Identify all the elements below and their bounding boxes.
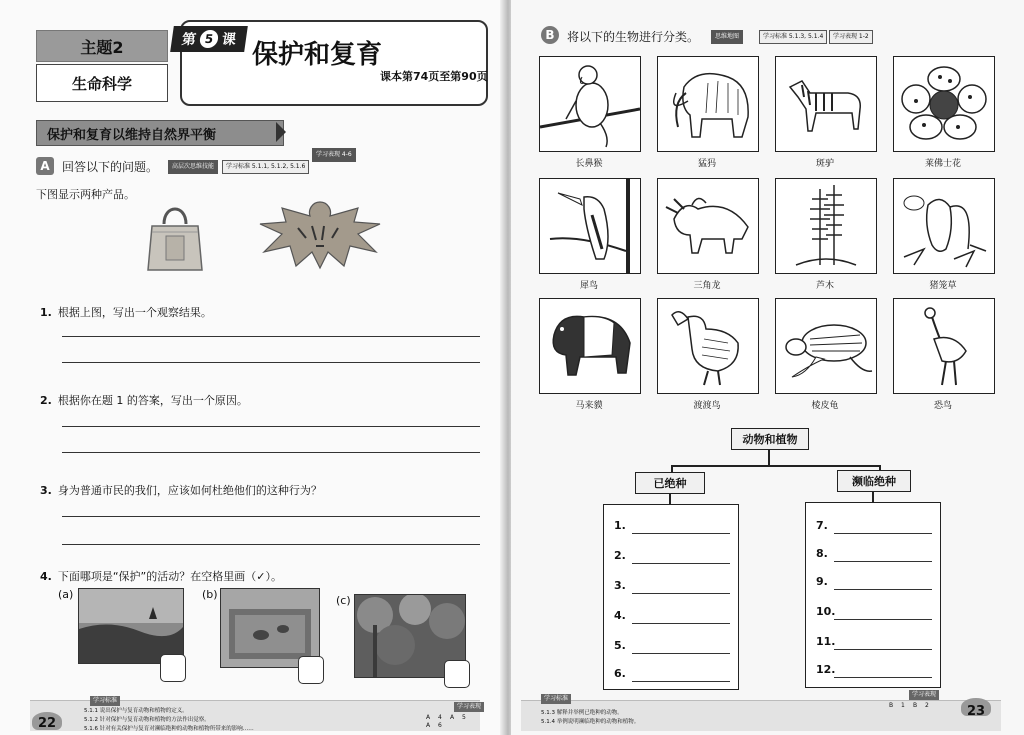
right-page xyxy=(511,0,1024,735)
organism-card-triceratops xyxy=(657,178,759,274)
answer-line-1a[interactable] xyxy=(62,336,480,337)
grid-cell: 5 xyxy=(462,714,466,721)
performance-tag-b: 学习表现 1-2 xyxy=(829,30,873,44)
option-c-label: (c) xyxy=(336,594,351,607)
organism-card-hornbill xyxy=(539,178,641,274)
answer-line[interactable] xyxy=(632,681,730,682)
option-b-checkbox[interactable] xyxy=(298,656,324,684)
organism-name: 渡渡鸟 xyxy=(693,401,721,411)
organism-card-leatherback-turtle xyxy=(775,298,877,394)
option-c-checkbox[interactable] xyxy=(444,660,470,688)
thinking-map-tag: 思维地图 xyxy=(711,30,743,44)
handbag-icon xyxy=(146,200,204,274)
skill-tag: 高层次思维技能 xyxy=(168,160,218,174)
question-3-text: 身为普通市民的我们，应该如何杜绝他们的这种行为？ xyxy=(57,484,322,497)
right-footer-tag: 学习标准 xyxy=(541,694,571,704)
dodo-icon xyxy=(658,299,758,393)
pitcher-plant-icon xyxy=(894,179,994,273)
right-performance-grid xyxy=(889,702,937,710)
organism-name: 犀鸟 xyxy=(579,281,598,291)
organism-name: 棱皮龟 xyxy=(811,401,839,411)
photo-sunset-icon xyxy=(78,588,184,664)
question-4-number: 4. xyxy=(40,570,52,583)
lesson-prefix: 第 xyxy=(180,32,197,48)
grid-cell: 4 xyxy=(438,714,442,721)
performance-tag: 学习表现 4-6 xyxy=(312,148,356,162)
intro-text: 下图显示两种产品。 xyxy=(36,188,135,201)
question-4-text: 下面哪项是“保护”的活动？在空格里画（✓）。 xyxy=(57,570,282,583)
organism-card-mammoth xyxy=(657,56,759,152)
organism-name: 三角龙 xyxy=(693,281,721,291)
organism-card-proboscis-monkey xyxy=(539,56,641,152)
answer-line-2a[interactable] xyxy=(62,426,480,427)
left-footer-line-3: 5.1.6 针对有关保护与复育对濒临绝种的动物和植物所带来的影响…… xyxy=(84,726,254,732)
extinct-list xyxy=(603,504,739,690)
left-footer-line-2: 5.1.2 针对保护与复育动物和植物的方法作出觉察。 xyxy=(84,717,210,723)
list-number: 9. xyxy=(816,575,828,588)
question-1-text: 根据上图，写出一个观察结果。 xyxy=(57,306,212,319)
tree-connector xyxy=(671,465,881,467)
triceratops-icon xyxy=(658,179,758,273)
left-performance-tag: 学习表现 xyxy=(454,702,484,712)
tree-connector xyxy=(768,449,770,465)
organism-name: 长鼻猴 xyxy=(575,159,603,169)
answer-line[interactable] xyxy=(834,649,932,650)
banner-arrow-icon xyxy=(276,122,286,142)
option-b-label: (b) xyxy=(202,588,218,601)
option-a-checkbox[interactable] xyxy=(160,654,186,682)
question-2-text: 根据你在题 1 的答案，写出一个原因。 xyxy=(57,394,248,407)
organism-card-malayan-tapir xyxy=(539,298,641,394)
left-page-number: 22 xyxy=(38,716,57,731)
answer-line[interactable] xyxy=(632,563,730,564)
question-3-number: 3. xyxy=(40,484,52,497)
standard-tag-b: 学习标准 5.1.3, 5.1.4 xyxy=(759,30,827,44)
grid-cell: A xyxy=(450,714,455,721)
answer-line[interactable] xyxy=(834,619,932,620)
grid-cell: 1 xyxy=(901,702,905,709)
standard-tag: 学习标准 5.1.1, 5.1.2, 5.1.6 xyxy=(222,160,309,174)
answer-line[interactable] xyxy=(834,589,932,590)
subject-label: 生命科学 xyxy=(36,64,168,102)
malayan-tapir-icon xyxy=(540,299,640,393)
organism-card-pitcher-plant xyxy=(893,178,995,274)
answer-line[interactable] xyxy=(632,533,730,534)
question-1-number: 1. xyxy=(40,306,52,319)
tree-endangered: 濒临绝种 xyxy=(837,470,911,492)
list-number: 11. xyxy=(816,635,836,648)
section-a-letter: A xyxy=(36,157,54,175)
right-performance-tag: 学习表现 xyxy=(909,690,939,700)
tiger-skin-icon xyxy=(258,198,382,270)
lesson-suffix: 课 xyxy=(220,32,237,48)
organism-card-calamites xyxy=(775,178,877,274)
section-b-letter: B xyxy=(541,26,559,44)
quagga-icon xyxy=(776,57,876,151)
organism-card-rafflesia xyxy=(893,56,995,152)
grid-cell: 2 xyxy=(925,702,929,709)
rafflesia-icon xyxy=(894,57,994,151)
organism-card-dodo xyxy=(657,298,759,394)
list-number: 4. xyxy=(614,609,626,622)
list-number: 5. xyxy=(614,639,626,652)
mammoth-icon xyxy=(658,57,758,151)
answer-line[interactable] xyxy=(632,593,730,594)
list-number: 2. xyxy=(614,549,626,562)
lesson-tag xyxy=(170,26,248,52)
answer-line[interactable] xyxy=(632,623,730,624)
question-3 xyxy=(40,482,322,498)
textbook-reference: 课本第74页至第90页 xyxy=(380,70,488,83)
answer-line-1b[interactable] xyxy=(62,362,480,363)
organism-name: 猛犸 xyxy=(697,159,716,169)
left-performance-grid xyxy=(426,714,474,730)
hornbill-icon xyxy=(540,179,640,273)
right-footer-line-1: 5.1.3 解释并举例已绝种的动物。 xyxy=(541,710,623,716)
left-page xyxy=(0,0,507,735)
question-4 xyxy=(40,568,282,584)
organism-name: 斑驴 xyxy=(815,159,834,169)
right-page-number: 23 xyxy=(967,704,986,719)
left-footer-line-1: 5.1.1 说出保护与复育动物和植物的定义。 xyxy=(84,708,188,714)
list-number: 6. xyxy=(614,667,626,680)
grid-cell: B xyxy=(913,702,918,709)
moa-icon xyxy=(894,299,994,393)
list-number: 1. xyxy=(614,519,626,532)
option-a-label: (a) xyxy=(58,588,74,601)
organism-name: 猪笼草 xyxy=(929,281,957,291)
grid-cell: A xyxy=(426,722,431,729)
lesson-number: 5 xyxy=(199,30,220,48)
tree-root: 动物和植物 xyxy=(731,428,809,450)
organism-name: 马来貘 xyxy=(575,401,603,411)
section-b-title: 将以下的生物进行分类。 xyxy=(567,30,700,44)
lesson-title: 保护和复育 xyxy=(252,40,383,70)
endangered-list xyxy=(805,502,941,688)
answer-line-3b[interactable] xyxy=(62,544,480,545)
organism-name: 莱佛士花 xyxy=(924,159,961,169)
list-number: 8. xyxy=(816,547,828,560)
section-a-title: 回答以下的问题。 xyxy=(62,160,159,174)
list-number: 3. xyxy=(614,579,626,592)
question-2 xyxy=(40,392,248,408)
answer-line[interactable] xyxy=(834,533,932,534)
calamites-icon xyxy=(776,179,876,273)
proboscis-monkey-icon xyxy=(540,57,640,151)
list-number: 7. xyxy=(816,519,828,532)
answer-line-2b[interactable] xyxy=(62,452,480,453)
organism-card-moa xyxy=(893,298,995,394)
list-number: 12. xyxy=(816,663,836,676)
answer-line[interactable] xyxy=(834,561,932,562)
question-2-number: 2. xyxy=(40,394,52,407)
grid-cell: 6 xyxy=(438,722,442,729)
theme-label: 主题2 xyxy=(36,30,168,62)
answer-line[interactable] xyxy=(632,653,730,654)
grid-cell: A xyxy=(426,714,431,721)
organism-name: 芦木 xyxy=(815,281,834,291)
leatherback-turtle-icon xyxy=(776,299,876,393)
organism-card-quagga xyxy=(775,56,877,152)
grid-cell: B xyxy=(889,702,894,709)
question-1 xyxy=(40,304,212,320)
right-footer-line-2: 5.1.4 举例说明濒临绝种的动物和植物。 xyxy=(541,719,640,725)
section-banner: 保护和复育以维持自然界平衡 xyxy=(36,120,284,146)
list-number: 10. xyxy=(816,605,836,618)
tree-extinct: 已绝种 xyxy=(635,472,705,494)
left-footer-tag: 学习标准 xyxy=(90,696,120,706)
organism-name: 恐鸟 xyxy=(933,401,952,411)
answer-line[interactable] xyxy=(834,677,932,678)
answer-line-3a[interactable] xyxy=(62,516,480,517)
